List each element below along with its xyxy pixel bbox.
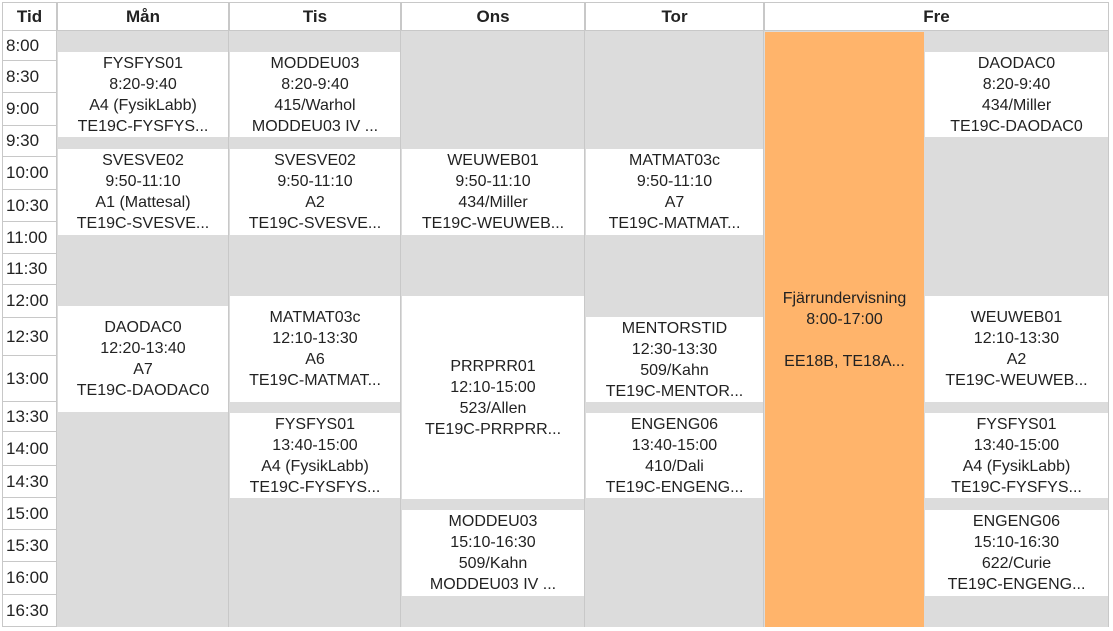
lesson-course: MATMAT03c	[269, 309, 361, 326]
lesson-group: TE19C-WEUWEB...	[421, 215, 565, 232]
lesson-room: 523/Allen	[459, 399, 527, 417]
time-slot: 9:00	[2, 93, 57, 126]
remote-teaching-block[interactable]	[765, 32, 924, 627]
lesson-group: TE19C-DAODAC0	[950, 117, 1083, 135]
lesson-block[interactable]	[58, 149, 228, 235]
lesson-course: MODDEU03	[448, 513, 538, 530]
lesson-group: TE19C-SVESVE...	[76, 215, 210, 232]
lesson-course: WEUWEB01	[447, 152, 539, 169]
lesson-course: FYSFYS01	[976, 415, 1057, 433]
lesson-block[interactable]	[586, 413, 763, 498]
lesson-group: TE19C-SVESVE...	[248, 215, 382, 232]
lesson-time: 9:50-11:10	[636, 173, 713, 190]
lesson-room: A2	[305, 194, 325, 211]
lesson-group: TE19C-MATMAT...	[249, 372, 381, 389]
lesson-course: SVESVE02	[102, 152, 184, 169]
lesson-block[interactable]	[230, 413, 400, 498]
lesson-course: PRRPRR01	[450, 357, 536, 375]
lesson-group: MODDEU03 IV ...	[429, 576, 557, 593]
lesson-time: 12:10-15:00	[450, 378, 536, 396]
lesson-room: A7	[664, 194, 685, 211]
lesson-group: TE19C-WEUWEB...	[945, 372, 1088, 389]
lesson-room: 509/Kahn	[640, 361, 709, 379]
lesson-time: 13:40-15:00	[272, 436, 358, 454]
lesson-course: ENGENG06	[972, 513, 1061, 530]
lesson-block[interactable]	[402, 296, 584, 499]
lesson-block[interactable]	[58, 306, 228, 412]
time-slot: 11:00	[2, 222, 57, 254]
lesson-room: 622/Curie	[981, 555, 1052, 572]
lesson-course: MENTORSTID	[621, 319, 728, 337]
lesson-time: 12:30-13:30	[631, 340, 718, 358]
time-slot: 15:30	[2, 530, 57, 562]
lesson-room: A2	[1006, 351, 1027, 368]
lesson-time: 12:10-13:30	[973, 330, 1060, 347]
lesson-block[interactable]	[925, 413, 1108, 498]
time-slot: 8:30	[2, 61, 57, 93]
lesson-time: 12:10-13:30	[272, 330, 358, 347]
lesson-time: 9:50-11:10	[105, 173, 181, 190]
lesson-course: FYSFYS01	[102, 54, 184, 72]
lesson-block[interactable]	[230, 296, 400, 402]
lesson-room: A7	[133, 361, 153, 378]
lesson-room: 509/Kahn	[458, 555, 528, 572]
header-friday: Fre	[764, 2, 1109, 31]
lesson-time: 15:10-16:30	[973, 534, 1060, 551]
lesson-time: 12:20-13:40	[100, 340, 186, 357]
lesson-room: 434/Miller	[981, 96, 1052, 114]
lesson-group: TE19C-DAODAC0	[76, 382, 210, 399]
lesson-block[interactable]	[58, 52, 228, 137]
lesson-course: DAODAC0	[104, 319, 182, 336]
lesson-course: MATMAT03c	[629, 152, 720, 169]
time-slot: 16:30	[2, 595, 57, 627]
lesson-group: TE19C-ENGENG...	[605, 478, 744, 496]
lesson-course: MODDEU03	[270, 54, 360, 72]
lesson-course: SVESVE02	[274, 152, 356, 169]
lesson-course: DAODAC0	[977, 54, 1056, 72]
lesson-group: MODDEU03 IV ...	[251, 117, 379, 135]
lesson-time: 15:10-16:30	[450, 534, 536, 551]
lesson-group: TE19C-MATMAT...	[608, 215, 741, 232]
lesson-room: A4 (FysikLabb)	[962, 457, 1071, 475]
time-slot: 15:00	[2, 498, 57, 530]
lesson-room: 415/Warhol	[274, 96, 356, 114]
lesson-block[interactable]	[402, 149, 584, 235]
lesson-block[interactable]	[925, 52, 1108, 137]
lesson-course: FYSFYS01	[274, 415, 356, 433]
header-thursday: Tor	[585, 2, 764, 31]
lesson-room: 434/Miller	[458, 194, 528, 211]
time-slot: 12:30	[2, 318, 57, 356]
lesson-group: TE19C-FYSFYS...	[249, 478, 381, 496]
lesson-group: TE19C-ENGENG...	[947, 576, 1086, 593]
time-slot: 11:30	[2, 254, 57, 285]
lesson-room: A6	[305, 351, 325, 368]
lesson-group: TE19C-MENTOR...	[605, 382, 744, 400]
lesson-time: 8:20-9:40	[109, 75, 177, 93]
lesson-time: 9:50-11:10	[455, 173, 531, 190]
lesson-room: A4 (FysikLabb)	[89, 96, 197, 114]
lesson-block[interactable]	[586, 317, 763, 402]
time-slot: 12:00	[2, 285, 57, 318]
lesson-block[interactable]	[230, 52, 400, 137]
remote-time: 8:00-17:00	[806, 310, 883, 328]
header-monday: Mån	[57, 2, 229, 31]
lesson-time: 8:20-9:40	[982, 75, 1051, 93]
lesson-group: TE19C-PRRPRR...	[424, 420, 562, 438]
lesson-group: TE19C-FYSFYS...	[951, 478, 1082, 496]
time-slot: 16:00	[2, 562, 57, 595]
lesson-room: A1 (Mattesal)	[95, 194, 191, 211]
lesson-time: 9:50-11:10	[277, 173, 353, 190]
time-slot: 13:30	[2, 402, 57, 432]
header-time: Tid	[2, 2, 57, 31]
time-slot: 13:00	[2, 356, 57, 402]
lesson-time: 8:20-9:40	[281, 75, 349, 93]
lesson-room: A4 (FysikLabb)	[261, 457, 369, 475]
lesson-block[interactable]	[925, 510, 1108, 596]
header-tuesday: Tis	[229, 2, 401, 31]
lesson-block[interactable]	[402, 510, 584, 596]
remote-groups: EE18B, TE18A...	[784, 352, 905, 370]
time-slot: 14:30	[2, 466, 57, 498]
time-slot: 8:00	[2, 31, 57, 61]
header-wednesday: Ons	[401, 2, 585, 31]
lesson-time: 13:40-15:00	[631, 436, 718, 454]
remote-title: Fjärrundervisning	[782, 289, 907, 307]
lesson-group: TE19C-FYSFYS...	[77, 117, 209, 135]
lesson-block[interactable]	[230, 149, 400, 235]
time-slot: 9:30	[2, 126, 57, 157]
lesson-block[interactable]	[925, 296, 1108, 402]
lesson-course: WEUWEB01	[970, 309, 1063, 326]
lesson-room: 410/Dali	[645, 457, 704, 475]
lesson-course: ENGENG06	[630, 415, 719, 433]
time-slot: 14:00	[2, 432, 57, 466]
lesson-time: 13:40-15:00	[973, 436, 1060, 454]
lesson-block[interactable]	[586, 149, 763, 235]
time-slot: 10:00	[2, 157, 57, 190]
time-slot: 10:30	[2, 190, 57, 222]
